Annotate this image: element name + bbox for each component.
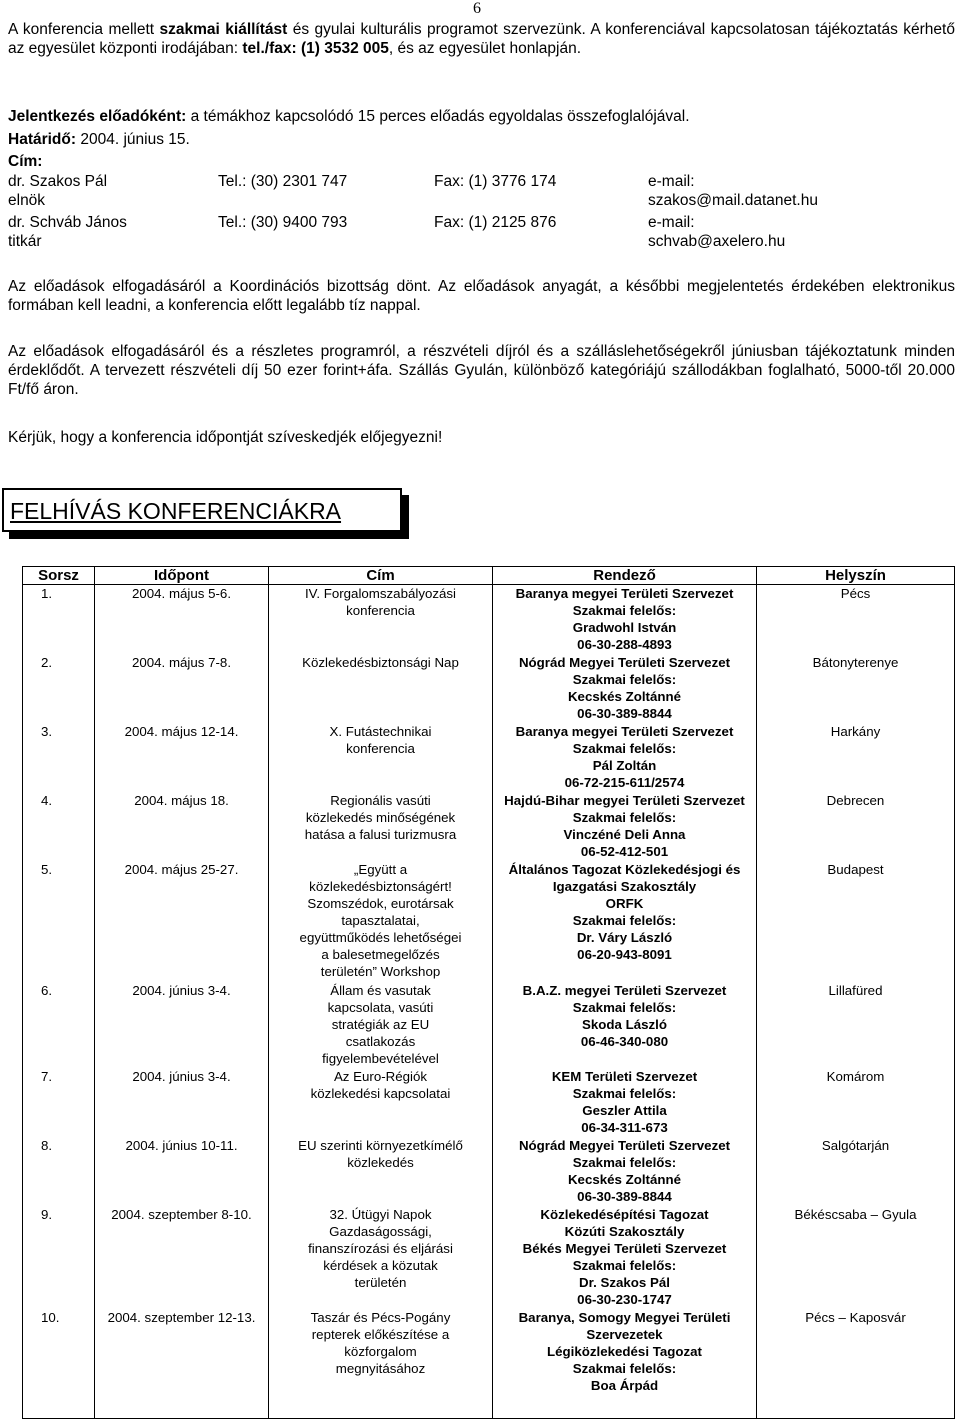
contact-tel: Tel.: (30) 2301 747 bbox=[218, 173, 348, 190]
organizer-line: Szakmai felelős: bbox=[572, 671, 677, 687]
deadline-label: Határidő: bbox=[8, 131, 77, 148]
organizer-line: Kecskés Zoltánné bbox=[567, 1171, 682, 1187]
header-location: Helyszín bbox=[757, 567, 955, 585]
row-title bbox=[269, 654, 493, 723]
row-number: 6. bbox=[23, 982, 95, 1068]
title-line: együttműködés lehetőségei bbox=[299, 929, 462, 945]
title-line: közforgalom bbox=[344, 1343, 417, 1359]
row-number: 7. bbox=[23, 1068, 95, 1137]
row-organizer bbox=[493, 1068, 757, 1137]
row-location: Lillafüred bbox=[757, 982, 955, 1068]
contact-tel: Tel.: (30) 9400 793 bbox=[218, 214, 348, 231]
intro-telfax: tel./fax: (1) 3532 005 bbox=[242, 40, 389, 57]
row-organizer bbox=[493, 585, 757, 654]
row-organizer bbox=[493, 1206, 757, 1309]
deadline-line bbox=[8, 130, 190, 149]
table-row bbox=[23, 585, 955, 654]
applicant-paragraph bbox=[8, 107, 955, 126]
contact-email-label: e-mail: bbox=[648, 214, 695, 231]
row-date: 2004. június 3-4. bbox=[95, 1068, 269, 1137]
row-number: 9. bbox=[23, 1206, 95, 1309]
row-date: 2004. május 12-14. bbox=[95, 723, 269, 792]
table-row bbox=[23, 1137, 955, 1206]
title-line: tapasztalatai, bbox=[341, 912, 420, 928]
intro-paragraph bbox=[8, 20, 955, 58]
title-line: figyelembevételével bbox=[322, 1050, 439, 1066]
table-row bbox=[23, 1309, 955, 1419]
row-title bbox=[269, 1309, 493, 1419]
organizer-line: Gradwohl István bbox=[572, 620, 677, 635]
title-line: közlekedésbiztonságért! bbox=[309, 878, 452, 894]
organizer-line: Közlekedésépítési Tagozat bbox=[540, 1206, 709, 1222]
row-number: 5. bbox=[23, 861, 95, 982]
organizer-line: B.A.Z. megyei Területi Szervezet bbox=[522, 982, 727, 998]
organizer-line: Vinczéné Deli Anna bbox=[563, 826, 686, 842]
organizer-line: 06-46-340-080 bbox=[580, 1033, 669, 1049]
applicant-label: Jelentkezés előadóként: bbox=[8, 108, 187, 125]
organizer-line: 06-30-230-1747 bbox=[577, 1291, 672, 1307]
contact-fax: Fax: (1) 3776 174 bbox=[434, 173, 557, 190]
table-row bbox=[23, 792, 955, 861]
row-date: 2004. május 5-6. bbox=[95, 585, 269, 654]
organizer-line: Baranya megyei Területi Szervezet bbox=[515, 586, 734, 601]
table-row bbox=[23, 982, 955, 1068]
intro-text-1: A konferencia mellett bbox=[8, 21, 160, 38]
row-title bbox=[269, 861, 493, 982]
organizer-line: Pál Zoltán bbox=[592, 757, 657, 773]
organizer-line: Boa Árpád bbox=[590, 1377, 659, 1393]
intro-text-3: , és az egyesület honlapján. bbox=[388, 40, 582, 57]
organizer-line: Baranya megyei Területi Szervezet bbox=[515, 723, 734, 739]
row-organizer bbox=[493, 723, 757, 792]
organizer-line: Geszler Attila bbox=[582, 1102, 667, 1118]
section-heading: FELHÍVÁS KONFERENCIÁKRA bbox=[10, 498, 342, 524]
title-line: Regionális vasúti bbox=[330, 792, 431, 808]
table-header-row bbox=[23, 567, 955, 585]
title-line: Gazdaságossági, bbox=[329, 1223, 432, 1239]
row-organizer bbox=[493, 1309, 757, 1419]
contact-name: dr. Schváb János bbox=[8, 214, 127, 231]
organizer-line: 06-34-311-673 bbox=[581, 1119, 668, 1135]
title-line: 32. Útügyi Napok bbox=[329, 1206, 432, 1222]
contact-name: dr. Szakos Pál bbox=[8, 173, 108, 190]
title-line: stratégiák az EU bbox=[331, 1016, 430, 1032]
organizer-line: Dr. Szakos Pál bbox=[579, 1274, 670, 1290]
organizer-line: Kecskés Zoltánné bbox=[567, 688, 682, 704]
row-number: 10. bbox=[23, 1309, 95, 1419]
organizer-line: Szakmai felelős: bbox=[572, 1360, 677, 1376]
title-line: kapcsolata, vasúti bbox=[327, 999, 434, 1015]
organizer-line: ORFK bbox=[605, 895, 644, 911]
contact-email[interactable]: schvab@axelero.hu bbox=[648, 233, 786, 250]
table-row bbox=[23, 1206, 955, 1309]
row-date: 2004. május 7-8. bbox=[95, 654, 269, 723]
row-date: 2004. május 18. bbox=[95, 792, 269, 861]
row-number: 2. bbox=[23, 654, 95, 723]
organizer-line: 06-30-288-4893 bbox=[577, 637, 672, 652]
row-location: Budapest bbox=[757, 861, 955, 982]
row-location: Komárom bbox=[757, 1068, 955, 1137]
header-no: Sorsz bbox=[23, 567, 95, 585]
program-paragraph: Az előadások elfogadásáról és a részletes programról, a részvételi díjról és a szálláslehetőségekről júniusban tájékoztatunk minden érdeklődőt. A tervezett részvételi díj 50 ezer forint+áfa. Szállás Gyulán, különböző kategóriájú szállodákban foglalható, 5000-től 20.000 Ft/fő áron. bbox=[8, 343, 955, 398]
organizer-line: Nógrád Megyei Területi Szervezet bbox=[518, 1137, 731, 1153]
organizer-line: 06-20-943-8091 bbox=[577, 946, 672, 962]
row-organizer bbox=[493, 654, 757, 723]
title-line: „Együtt a bbox=[353, 861, 408, 877]
organizer-line: Szakmai felelős: bbox=[572, 1257, 677, 1273]
contact-fax: Fax: (1) 2125 876 bbox=[434, 214, 557, 231]
title-line: közlekedés minőségének bbox=[305, 809, 456, 825]
row-location: Salgótarján bbox=[757, 1137, 955, 1206]
title-line: Állam és vasutak bbox=[330, 982, 431, 998]
row-date: 2004. június 10-11. bbox=[95, 1137, 269, 1206]
row-number: 8. bbox=[23, 1137, 95, 1206]
contact-email[interactable]: szakos@mail.datanet.hu bbox=[648, 192, 818, 209]
page-number: 6 bbox=[473, 0, 481, 17]
organizer-line: Igazgatási Szakosztály bbox=[552, 878, 697, 894]
organizer-line: Szakmai felelős: bbox=[572, 912, 677, 928]
row-organizer bbox=[493, 982, 757, 1068]
row-organizer bbox=[493, 792, 757, 861]
title-line: EU szerinti környezetkímélő bbox=[298, 1137, 463, 1153]
organizer-line: Dr. Váry László bbox=[576, 929, 673, 945]
acceptance-paragraph: Az előadások elfogadásáról a Koordinációs bizottság dönt. Az előadások anyagát, a későbbi megjelentetés érdekében elektronikus formában kell leadni, a konferencia előtt legalább tíz nappal. bbox=[8, 278, 955, 314]
conference-table bbox=[22, 566, 955, 1419]
row-title bbox=[269, 1068, 493, 1137]
row-title bbox=[269, 1137, 493, 1206]
title-line: konferencia bbox=[346, 603, 415, 618]
row-title bbox=[269, 723, 493, 792]
row-date: 2004. szeptember 12-13. bbox=[95, 1309, 269, 1419]
row-location: Pécs – Kaposvár bbox=[757, 1309, 955, 1419]
organizer-line: Szakmai felelős: bbox=[572, 1154, 677, 1170]
row-location: Békéscsaba – Gyula bbox=[757, 1206, 955, 1309]
title-line: megnyitásához bbox=[335, 1360, 426, 1376]
organizer-line: Skoda László bbox=[582, 1016, 667, 1032]
header-organizer: Rendező bbox=[493, 567, 757, 585]
row-organizer bbox=[493, 861, 757, 982]
row-location: Debrecen bbox=[757, 792, 955, 861]
title-line: a balesetmegelőzés bbox=[321, 946, 440, 962]
header-date: Időpont bbox=[95, 567, 269, 585]
organizer-line: Békés Megyei Területi Szervezet bbox=[522, 1240, 727, 1256]
row-organizer bbox=[493, 1137, 757, 1206]
title-line: konferencia bbox=[346, 740, 415, 756]
contact-email-label: e-mail: bbox=[648, 173, 695, 190]
organizer-line: Közúti Szakosztály bbox=[564, 1223, 685, 1239]
address-label: Cím: bbox=[8, 153, 43, 170]
organizer-line: Szakmai felelős: bbox=[572, 740, 677, 756]
row-location: Pécs bbox=[757, 585, 955, 654]
row-number: 1. bbox=[23, 585, 95, 654]
row-location: Harkány bbox=[757, 723, 955, 792]
title-line: területén” Workshop bbox=[320, 963, 441, 979]
row-title bbox=[269, 1206, 493, 1309]
title-line: csatlakozás bbox=[345, 1033, 416, 1049]
organizer-line: Szervezetek bbox=[586, 1326, 663, 1342]
title-line: repterek előkészítése a bbox=[311, 1326, 450, 1342]
title-line: Az Euro-Régiók bbox=[333, 1068, 428, 1084]
contact-role: elnök bbox=[8, 192, 46, 209]
deadline-value: 2004. június 15. bbox=[76, 131, 190, 148]
row-location: Bátonyterenye bbox=[757, 654, 955, 723]
organizer-line: Szakmai felelős: bbox=[572, 1085, 677, 1101]
organizer-line: Szakmai felelős: bbox=[572, 809, 677, 825]
title-line: hatása a falusi turizmusra bbox=[304, 826, 457, 842]
organizer-line: Légiközlekedési Tagozat bbox=[547, 1343, 702, 1359]
table-row bbox=[23, 654, 955, 723]
organizer-line: Baranya, Somogy Megyei Területi bbox=[518, 1309, 731, 1325]
organizer-line: Általános Tagozat Közlekedésjogi és bbox=[508, 861, 741, 877]
organizer-line: Hajdú-Bihar megyei Területi Szervezet bbox=[504, 792, 745, 808]
title-line: Szomszédok, eurotársak bbox=[307, 895, 454, 911]
row-date: 2004. szeptember 8-10. bbox=[95, 1206, 269, 1309]
organizer-line: 06-30-389-8844 bbox=[577, 705, 672, 721]
title-line: Közlekedésbiztonsági Nap bbox=[302, 654, 459, 670]
organizer-line: Szakmai felelős: bbox=[572, 999, 677, 1015]
row-date: 2004. június 3-4. bbox=[95, 982, 269, 1068]
title-line: területén bbox=[354, 1274, 407, 1290]
title-line: közlekedés bbox=[347, 1154, 414, 1170]
organizer-line: 06-52-412-501 bbox=[580, 843, 669, 859]
title-line: kérdések a közutak bbox=[323, 1257, 438, 1273]
table-row bbox=[23, 861, 955, 982]
row-title bbox=[269, 982, 493, 1068]
row-date: 2004. május 25-27. bbox=[95, 861, 269, 982]
row-number: 3. bbox=[23, 723, 95, 792]
organizer-line: 06-72-215-611/2574 bbox=[564, 774, 685, 790]
organizer-line: 06-30-389-8844 bbox=[577, 1188, 672, 1204]
organizer-line: KEM Területi Szervezet bbox=[551, 1068, 698, 1084]
title-line: Taszár és Pécs-Pogány bbox=[310, 1309, 451, 1325]
title-line: közlekedési kapcsolatai bbox=[310, 1085, 451, 1101]
header-title: Cím bbox=[269, 567, 493, 585]
reservation-request: Kérjük, hogy a konferencia időpontját szíveskedjék előjegyezni! bbox=[8, 429, 443, 446]
row-title bbox=[269, 792, 493, 861]
intro-text-2: és gyulai kulturális programot szervezünk. A konferenciával kapcsolatosan tájékoztatás kérhető az egyesület központi irodájában: bbox=[8, 21, 955, 57]
intro-exhibition: szakmai kiállítást bbox=[159, 21, 288, 38]
contact-role: titkár bbox=[8, 233, 42, 250]
title-line: X. Futástechnikai bbox=[329, 723, 432, 739]
table-row bbox=[23, 723, 955, 792]
applicant-text: a témákhoz kapcsolódó 15 perces előadás egyoldalas összefoglalójával. bbox=[186, 108, 690, 125]
table-row bbox=[23, 1068, 955, 1137]
title-line: finanszírozási és eljárási bbox=[308, 1240, 453, 1256]
section-heading-box bbox=[2, 488, 402, 532]
organizer-line: Nógrád Megyei Területi Szervezet bbox=[518, 654, 731, 670]
row-number: 4. bbox=[23, 792, 95, 861]
row-title bbox=[269, 585, 493, 654]
title-line: IV. Forgalomszabályozási bbox=[304, 586, 457, 601]
organizer-line: Szakmai felelős: bbox=[572, 603, 677, 618]
